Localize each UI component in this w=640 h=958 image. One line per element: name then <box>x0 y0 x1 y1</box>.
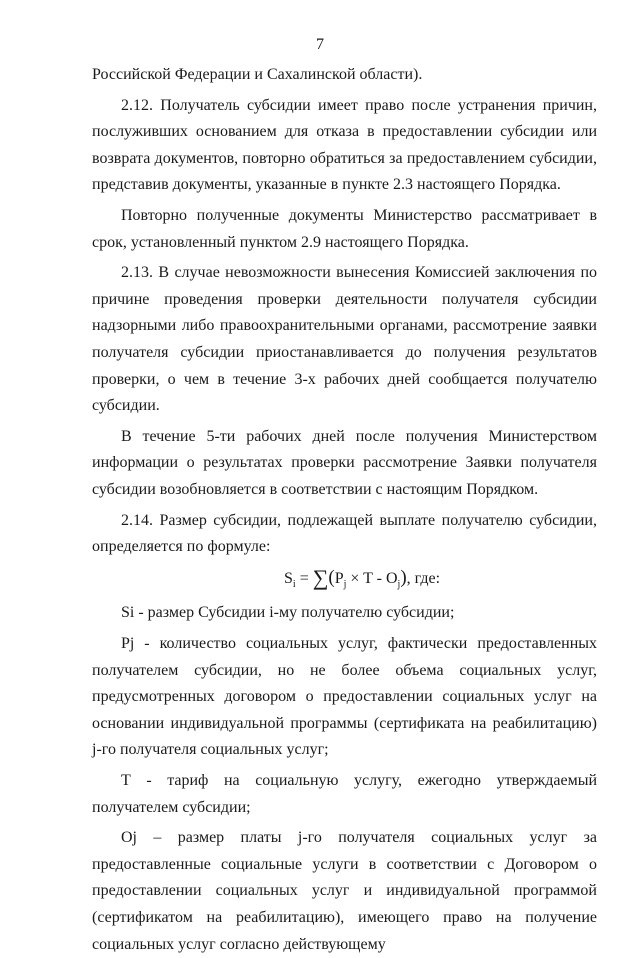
formula-middle: × T - O <box>346 569 398 587</box>
formula-p-index: j <box>343 578 347 590</box>
paragraph-2-12: 2.12. Получатель субсидии имеет право после устранения причин, послуживших основанием для отказа в предоставлении субсидии или возврата документов, повторно обратиться за предоставлением субсидии, представив документы, указанные в пункте 2.3 настоящего Порядка. <box>92 96 597 194</box>
paragraph-2-14: 2.14. Размер субсидии, подлежащей выплате получателю субсидии, определяется по формуле: <box>92 511 597 556</box>
formula-equals: = <box>295 569 313 587</box>
definition-oj: Oj – размер платы j-го получателя социальных услуг за предоставленные социальные услуги в соответствии с Договором о предоставлении социальных услуг и индивидуальной программой (сертификатом на реабилитацию), имеющего право на получение социальных услуг согласно действующему <box>92 829 597 953</box>
formula-close-paren: ) <box>400 566 407 588</box>
document-body <box>92 62 597 958</box>
formula-open-paren: ( <box>328 566 335 588</box>
paragraph-repeat-review: Повторно полученные документы Министерство рассматривает в срок, установленный пунктом 2.9 настоящего Порядка. <box>92 206 597 251</box>
formula-sum-symbol: ∑ <box>312 564 329 590</box>
formula-s-index: i <box>292 578 296 590</box>
paragraph-resume-review: В течение 5-ти рабочих дней после получения Министерством информации о результатах проверки рассмотрение Заявки получателя субсидии возобновляется в соответствии с настоящим Порядком. <box>92 427 597 498</box>
definition-pj: Pj - количество социальных услуг, фактически предоставленных получателем субсидии, но не более объема социальных услуг, предусмотренных договором о предоставлении социальных услуг на основании индивидуальной программы (сертификата на реабилитацию) j-го получателя социальных услуг; <box>92 635 597 759</box>
formula-s: S <box>284 569 293 587</box>
subsidy-formula <box>92 565 597 599</box>
formula-tail: , где: <box>406 569 441 587</box>
definition-t: Т - тариф на социальную услугу, ежегодно утверждаемый получателем субсидии; <box>92 772 597 816</box>
paragraph-2-13: 2.13. В случае невозможности вынесения Комиссией заключения по причине проведения проверки деятельности получателя субсидии надзорными либо правоохранительными органами, рассмотрение заявки получателя субсидии приостанавливается до получения результатов проверки, о чем в течение 3-х рабочих дней сообщается получателю субсидии. <box>92 264 597 415</box>
formula-p: P <box>334 569 344 587</box>
page-number: 7 <box>316 36 324 53</box>
formula-o-index: j <box>397 578 401 590</box>
paragraph-continuation: Российской Федерации и Сахалинской области). <box>92 66 423 83</box>
definition-si: Si - размер Субсидии i-му получателю субсидии; <box>121 604 455 622</box>
